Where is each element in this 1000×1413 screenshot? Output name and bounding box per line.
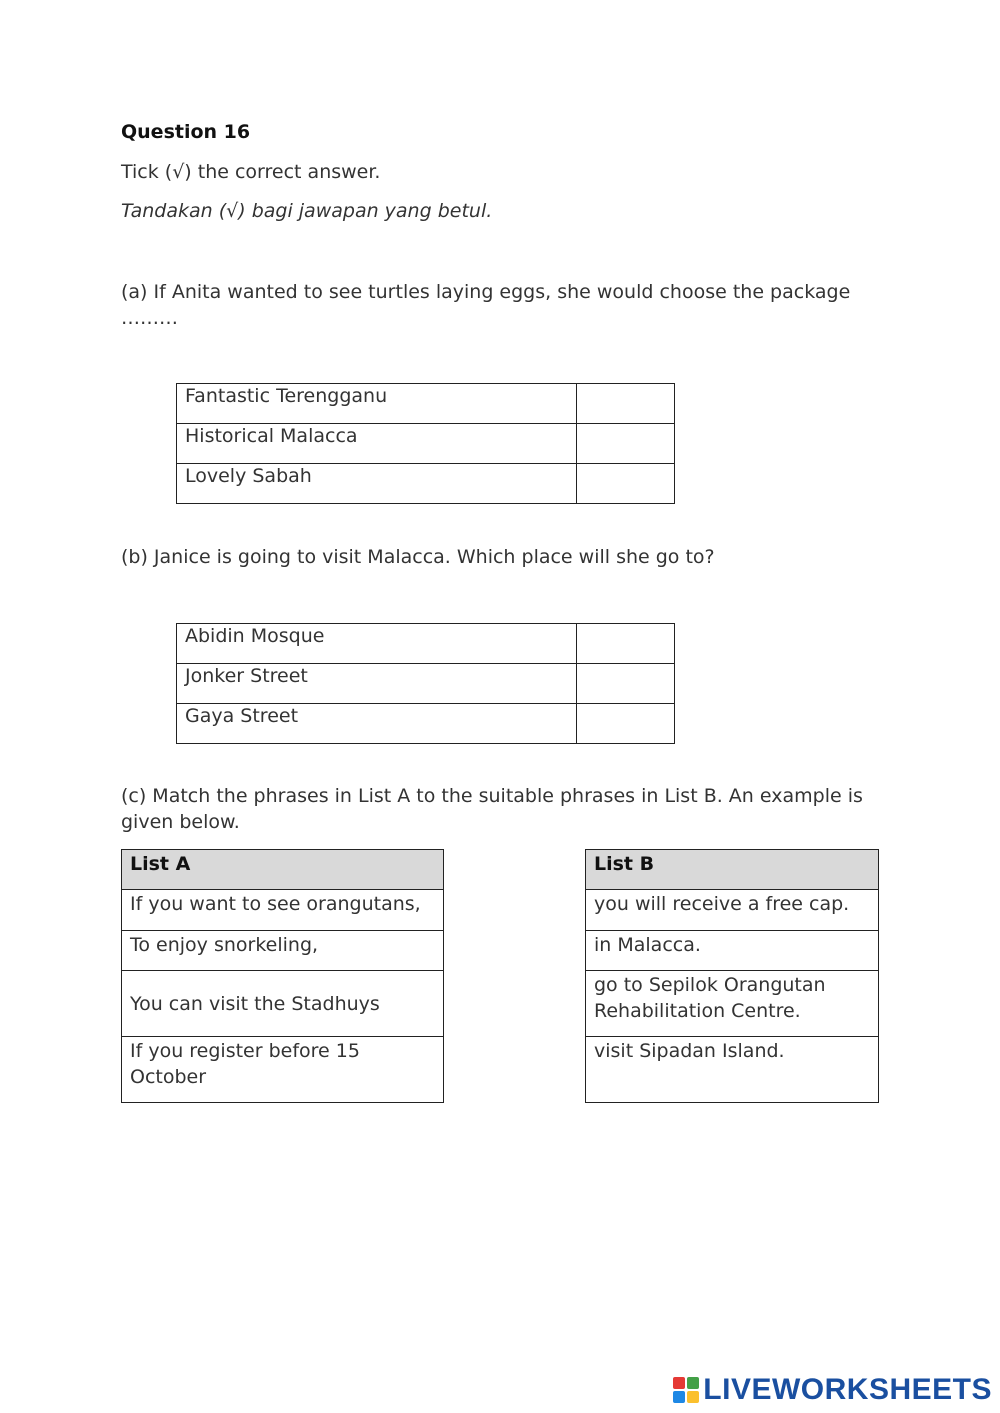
tick-box[interactable]	[577, 464, 675, 504]
option-row	[177, 664, 675, 704]
list-a-header: List A	[122, 850, 444, 890]
tick-box[interactable]	[577, 704, 675, 744]
list-a-item[interactable]: If you want to see orangutans,	[122, 890, 444, 931]
logo-mark-icon	[673, 1377, 699, 1403]
option-row	[177, 464, 675, 504]
option-label: Lovely Sabah	[177, 464, 577, 504]
tick-box[interactable]	[577, 624, 675, 664]
option-row	[177, 424, 675, 464]
option-label: Historical Malacca	[177, 424, 577, 464]
option-label: Jonker Street	[177, 664, 577, 704]
list-a-item[interactable]: If you register before 15 October	[122, 1037, 444, 1103]
option-label: Gaya Street	[177, 704, 577, 744]
tick-box[interactable]	[577, 424, 675, 464]
list-b-item[interactable]: you will receive a free cap.	[586, 890, 879, 931]
liveworksheets-logo	[673, 1373, 992, 1407]
tick-box[interactable]	[577, 664, 675, 704]
list-a-item[interactable]: You can visit the Stadhuys	[122, 971, 444, 1037]
option-row	[177, 704, 675, 744]
question-title: Question 16	[121, 121, 251, 143]
option-label: Fantastic Terengganu	[177, 384, 577, 424]
list-b-item[interactable]: visit Sipadan Island.	[586, 1037, 879, 1103]
option-label: Abidin Mosque	[177, 624, 577, 664]
list-b-item[interactable]: in Malacca.	[586, 931, 879, 971]
question-b-text: (b) Janice is going to visit Malacca. Which place will she go to?	[121, 546, 715, 568]
option-row	[177, 624, 675, 664]
question-b-options-table	[176, 623, 675, 744]
tick-box[interactable]	[577, 384, 675, 424]
brand-name: LIVEWORKSHEETS	[703, 1373, 992, 1406]
list-a-table	[121, 849, 444, 1103]
instruction-malay: Tandakan (√) bagi jawapan yang betul.	[121, 200, 493, 222]
question-c-text: (c) Match the phrases in List A to the suitable phrases in List B. An example is given below.	[121, 785, 863, 833]
instruction-english: Tick (√) the correct answer.	[121, 161, 381, 183]
list-b-item[interactable]: go to Sepilok Orangutan Rehabilitation Centre.	[586, 971, 879, 1037]
option-row	[177, 384, 675, 424]
list-b-header: List B	[586, 850, 879, 890]
list-b-table	[585, 849, 879, 1103]
list-a-item[interactable]: To enjoy snorkeling,	[122, 931, 444, 971]
question-a-options-table	[176, 383, 675, 504]
question-a-text: (a) If Anita wanted to see turtles laying eggs, she would choose the package ………	[121, 281, 851, 329]
